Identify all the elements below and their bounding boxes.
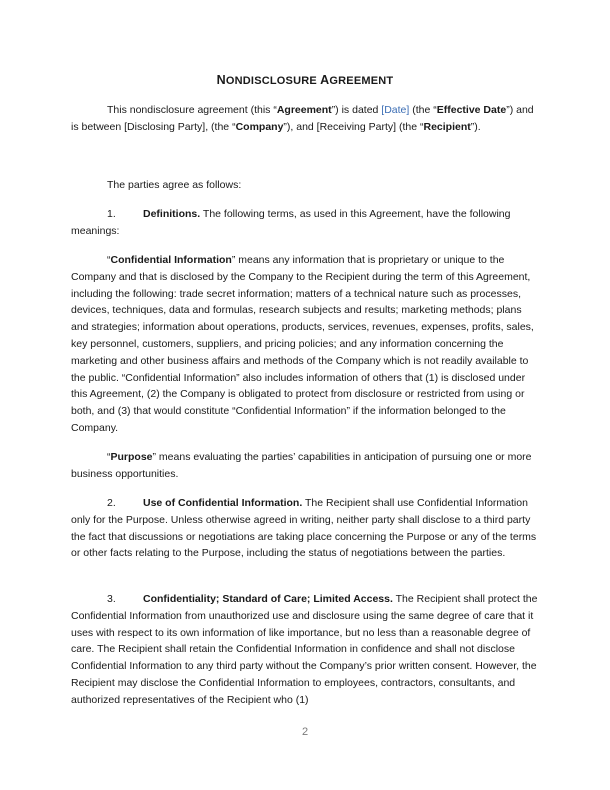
page-number: 2	[301, 726, 309, 738]
section-heading: Use of Confidential Information.	[143, 497, 303, 509]
section-heading: Definitions.	[143, 208, 201, 220]
intro-paragraph: This nondisclosure agreement (this “Agreement”) is dated [Date] (the “Effective Date”) and is between [Disclosing Party], (the “Company”), and [Receiving Party] (the “Recipient”).	[71, 104, 534, 133]
section-3-confidentiality: 3. Confidentiality; Standard of Care; Limited Access. The Recipient shall protect the Confidential Information from unauthorized use and disclosure using the same degree of care that it uses with respect to its own information of like importance, but no less than a reasonable degree of care. The Recipient shall retain the Confidential Information in confidence and shall not disclose Confidential Information to any third party without the Company’s prior written consent. However, the Recipient may disclose the Confidential Information to employees, contractors, consultants, and authorized representatives of the Recipient who (1)	[71, 593, 538, 706]
section-heading: Confidentiality; Standard of Care; Limited Access.	[143, 593, 393, 605]
section-number: 1.	[107, 208, 116, 220]
purpose-definition: “Purpose” means evaluating the parties’ capabilities in anticipation of pursuing one or more business opportunities.	[71, 451, 532, 480]
section-number: 2.	[107, 497, 116, 509]
section-number: 3.	[107, 593, 116, 605]
parties-agree-paragraph: The parties agree as follows:	[107, 179, 242, 191]
confidential-information-definition: “Confidential Information” means any information that is proprietary or unique to the Company and that is disclosed by the Company to the Recipient during the term of this Agreement, including the following: trade secret information; matters of a technical nature such as processes, devices, techniques, data and formulas, research subjects and results; marketing methods; plans and strategies; information about operations, products, services, revenues, expenses, profits, sales, key personnel, customers, suppliers, and pricing policies; and any information concerning the marketing and other business affairs and methods of the Company which is not readily available to the public. “Confidential Information” also includes information of others that (1) is disclosed under this Agreement, (2) the Company is obligated to protect from disclosure or restricted from using or both, and (3) that would constitute “Confidential Information” if the information belonged to the Company.	[71, 254, 534, 434]
section-2-use: 2. Use of Confidential Information. The Recipient shall use Confidential Information only for the Purpose. Unless otherwise agreed in writing, neither party shall disclose to a third party the fact that discussions or negotiations are taking place concerning the Purpose or any of the terms or other facts relating to the Purpose, including the status of negotiations between the parties.	[71, 497, 537, 560]
section-1-definitions: 1. Definitions. The following terms, as used in this Agreement, have the following meanings:	[71, 208, 511, 237]
document-title: NONDISCLOSURE AGREEMENT	[216, 73, 394, 87]
date-placeholder: [Date]	[381, 104, 410, 116]
